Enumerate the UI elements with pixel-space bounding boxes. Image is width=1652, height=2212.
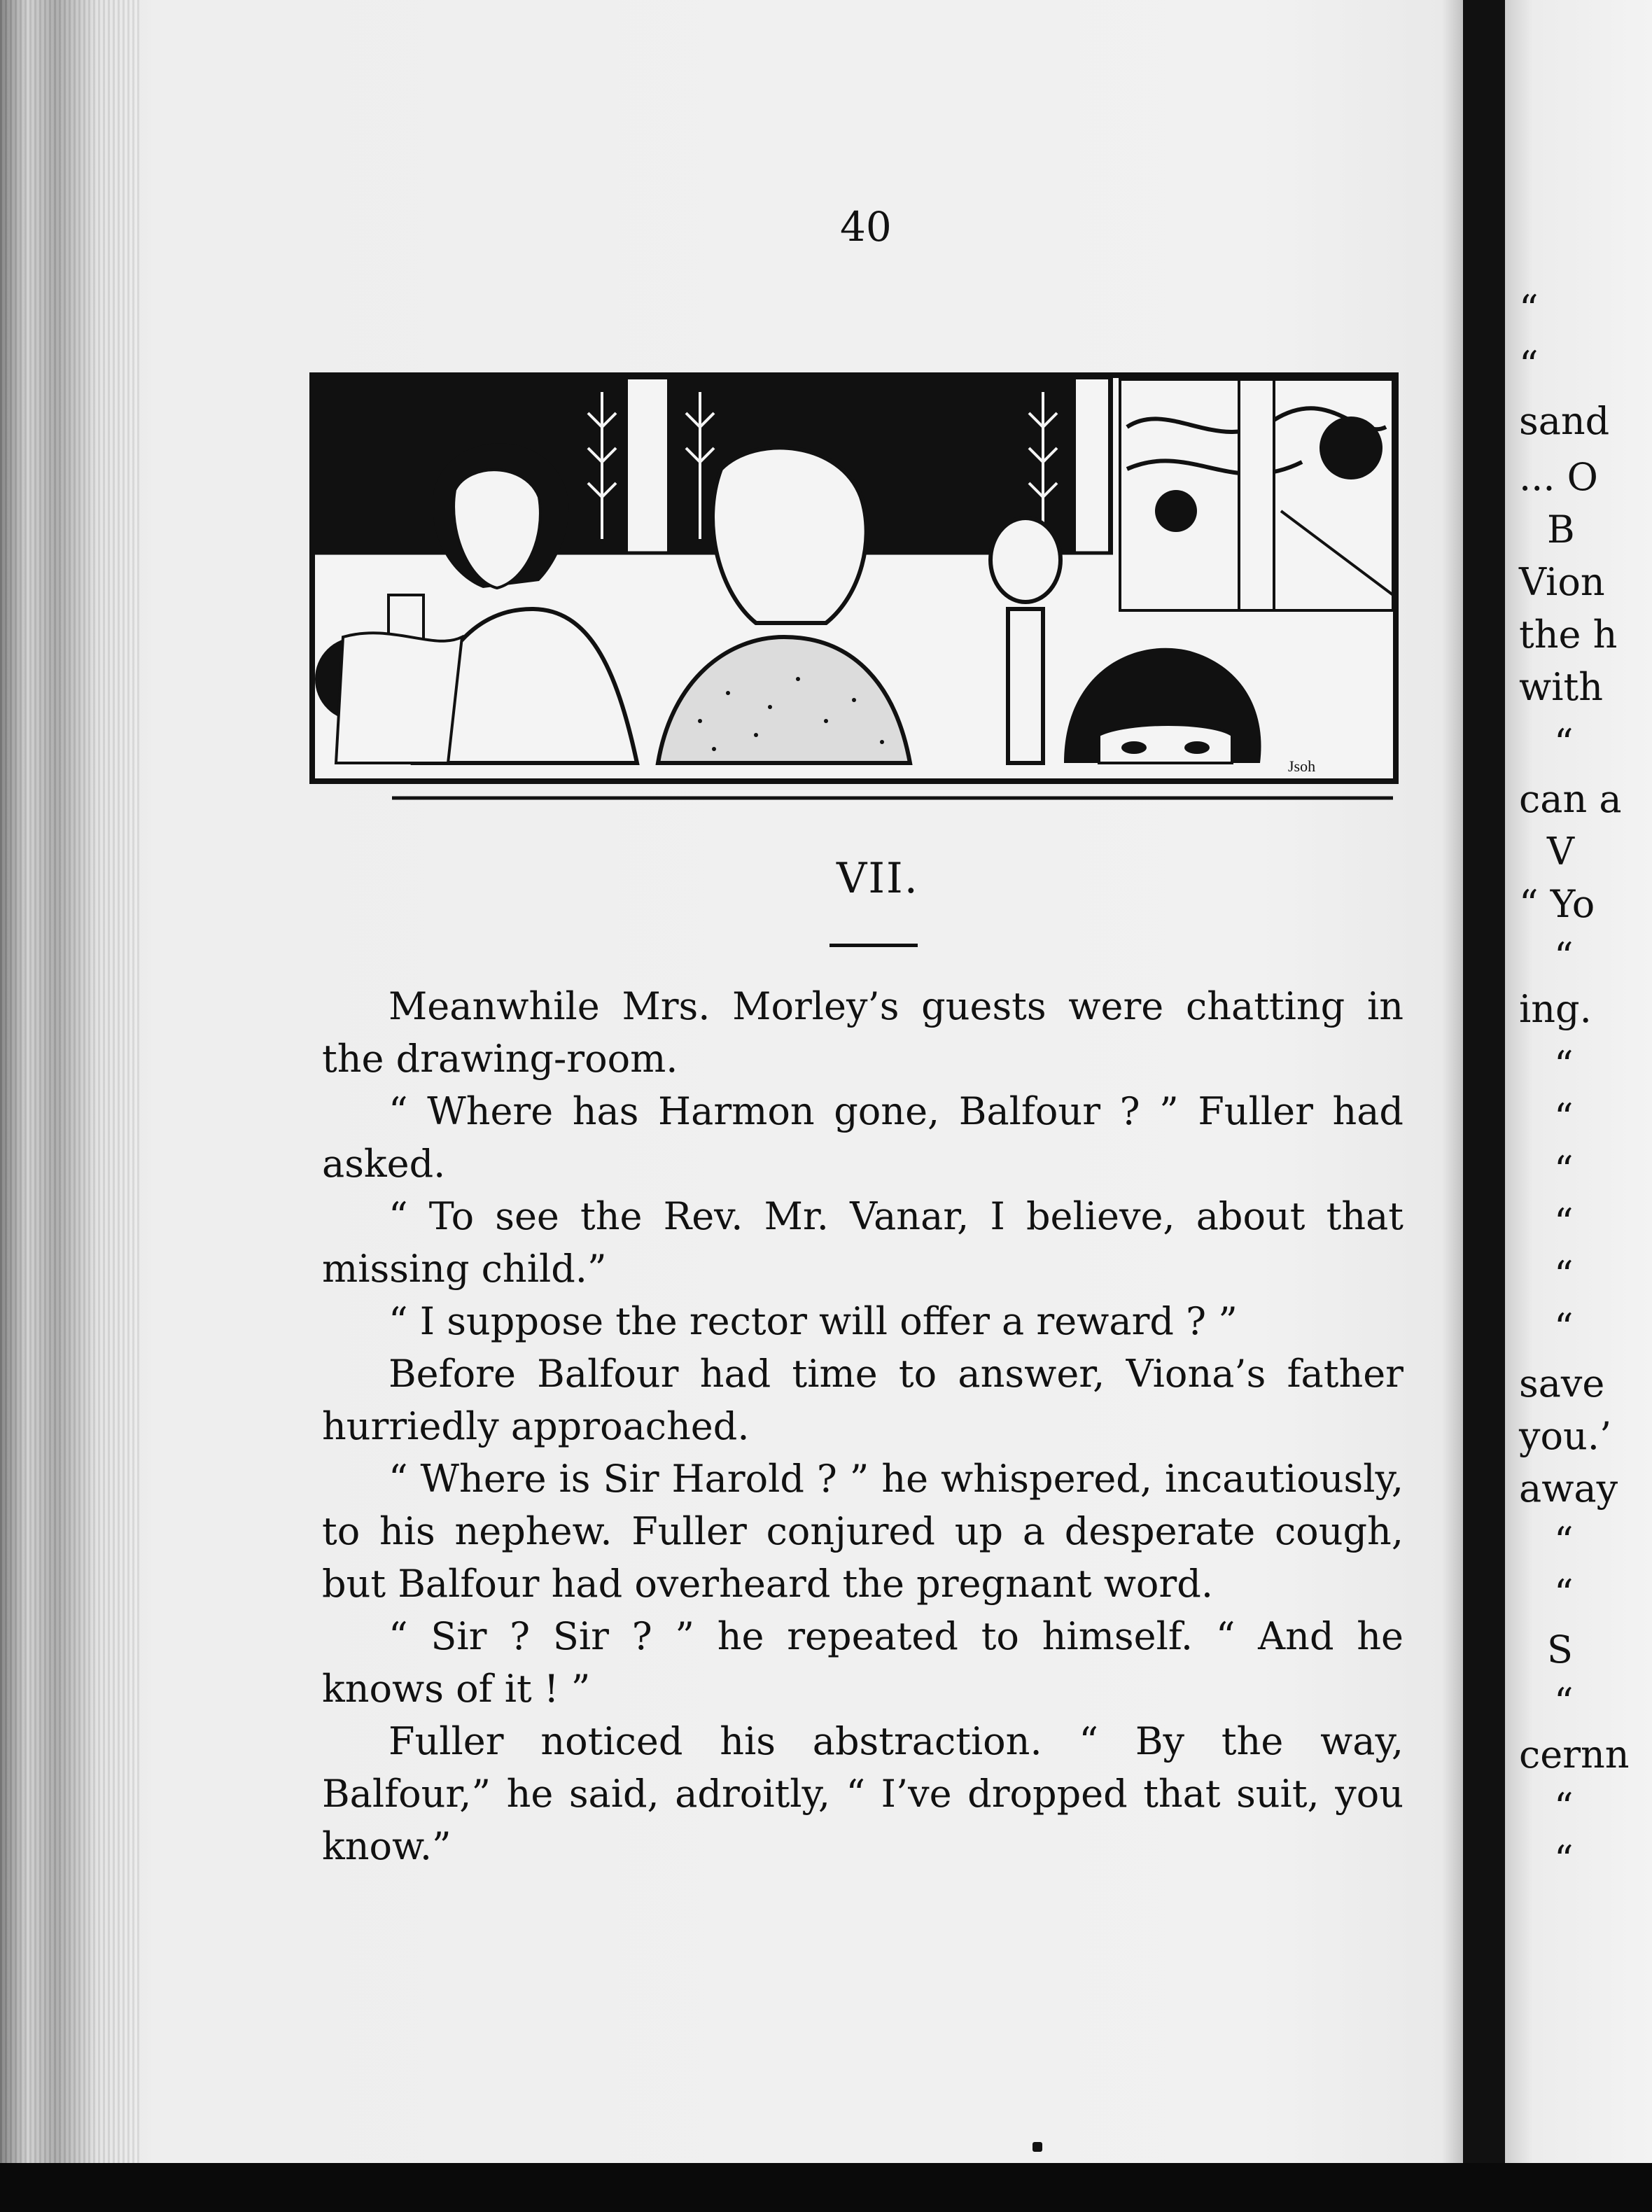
heading-rule <box>830 944 918 947</box>
right-fragment: “ <box>1554 1680 1574 1724</box>
right-fragment: “ <box>1554 1306 1574 1350</box>
scan-artifact-dot <box>1032 2142 1042 2152</box>
right-fragment: “ <box>1554 721 1574 765</box>
right-fragment: Vion <box>1519 560 1605 604</box>
right-fragment: sand <box>1519 399 1610 443</box>
paragraph: Meanwhile Mrs. Morley’s guests were chatting in the drawing-room. <box>322 984 1404 1081</box>
right-fragment: “ <box>1554 1519 1574 1563</box>
right-fragment: “ <box>1554 1572 1574 1616</box>
chapter-heading: VII. <box>836 854 919 903</box>
paragraph: “ Where has Harmon gone, Balfour ? ” Fuller had asked. <box>322 1089 1404 1186</box>
paragraph: Before Balfour had time to answer, Viona’s father hurriedly approached. <box>322 1352 1404 1448</box>
right-fragment: can a <box>1519 777 1622 821</box>
right-fragment: “ <box>1554 1148 1574 1192</box>
right-fragment: ing. <box>1519 987 1592 1031</box>
right-fragment: B <box>1547 507 1575 552</box>
right-fragment: “ <box>1554 1043 1574 1087</box>
right-fragment: “ <box>1554 1785 1574 1829</box>
paragraph: “ Sir ? Sir ? ” he repeated to himself. “ And he knows of it ! ” <box>322 1614 1404 1711</box>
right-fragment: ... O <box>1519 455 1598 499</box>
right-fragment: “ <box>1554 934 1574 979</box>
right-fragment: cernn <box>1519 1732 1630 1777</box>
right-fragment: “ <box>1519 287 1539 331</box>
right-fragment: “ <box>1554 1096 1574 1140</box>
right-fragment: with <box>1519 665 1603 709</box>
paragraph: Fuller noticed his abstraction. “ By the way, Balfour,” he said, adroitly, “ I’ve dropped that suit, you know.” <box>322 1719 1404 1868</box>
right-fragment: away <box>1519 1466 1618 1511</box>
paragraph: “ I suppose the rector will offer a reward ? ” <box>388 1299 1238 1343</box>
right-fragment: “ <box>1519 343 1539 387</box>
right-fragment: “ <box>1554 1200 1574 1245</box>
right-fragment: save <box>1519 1362 1605 1406</box>
body-text <box>322 980 1404 1872</box>
right-fragment: “ Yo <box>1519 882 1595 926</box>
page-edge-shading <box>0 0 140 2163</box>
right-fragment: you.’ <box>1519 1414 1612 1458</box>
right-fragment: V <box>1547 830 1574 874</box>
page-number: 40 <box>840 203 892 251</box>
right-fragment: “ <box>1554 1253 1574 1297</box>
book-gutter <box>1463 0 1505 2163</box>
right-fragment: “ <box>1554 1837 1574 1882</box>
paragraph: “ Where is Sir Harold ? ” he whispered, incautiously, to his nephew. Fuller conjured up a desperate cough, but Balfour had overheard the pregnant word. <box>322 1457 1404 1606</box>
paragraph: “ To see the Rev. Mr. Vanar, I believe, about that missing child.” <box>322 1194 1404 1291</box>
illustration-signature: Jsoh <box>1288 757 1316 775</box>
chapter-illustration <box>308 371 1400 805</box>
right-fragment: the h <box>1519 612 1618 657</box>
right-fragment: S <box>1547 1628 1573 1672</box>
